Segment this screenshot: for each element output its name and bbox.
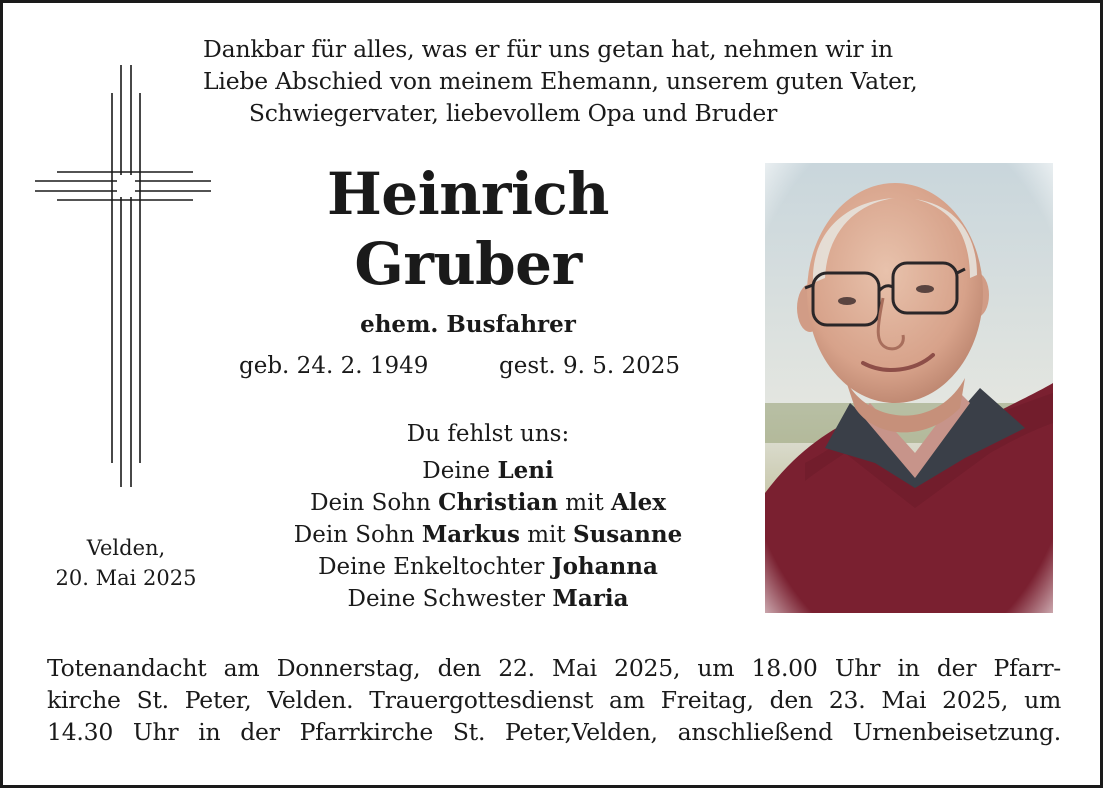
mourners-title: Du fehlst uns: <box>406 421 570 447</box>
place: Velden, <box>86 536 166 560</box>
connector: mit <box>557 490 611 516</box>
mourner-line <box>243 583 733 615</box>
mourner-name: Markus <box>421 521 520 548</box>
cross-icon <box>33 63 215 493</box>
mourner-line <box>243 455 733 487</box>
mourner-name: Susanne <box>572 521 683 548</box>
relation: Dein Sohn <box>293 522 422 548</box>
service-line: 14.30 Uhr in der Pfarrkirche St. Peter,Velden, anschließend Urnenbeisetzung. <box>47 718 1061 746</box>
intro-line: Liebe Abschied von meinem Ehemann, unserem guten Vater, <box>203 67 918 95</box>
mourner-line <box>243 519 733 551</box>
relation: Deine <box>422 458 498 484</box>
intro-line: Dankbar für alles, was er für uns getan hat, nehmen wir in <box>203 35 893 63</box>
portrait-photo <box>765 163 1053 613</box>
occupation: ehem. Busfahrer <box>360 311 576 338</box>
service-line: kirche St. Peter, Velden. Trauergottesdienst am Freitag, den 23. Mai 2025, um <box>47 686 1061 714</box>
mourner-name: Alex <box>611 489 666 516</box>
place-date <box>41 533 211 593</box>
mourner-name: Leni <box>497 457 554 484</box>
relation: Dein Sohn <box>310 490 439 516</box>
service-info <box>47 652 1061 748</box>
relation: Deine Enkeltochter <box>318 554 552 580</box>
mourner-line <box>243 487 733 519</box>
connector: mit <box>519 522 573 548</box>
mourner-line <box>243 551 733 583</box>
death-date: gest. 9. 5. 2025 <box>499 353 681 379</box>
date: 20. Mai 2025 <box>55 566 197 590</box>
mourner-name: Maria <box>552 585 629 612</box>
intro-text <box>203 33 918 129</box>
mourners-list <box>243 455 733 615</box>
mourner-name: Christian <box>438 489 558 516</box>
deceased-name <box>243 159 693 299</box>
mourner-name: Johanna <box>551 553 658 580</box>
first-name: Heinrich <box>327 160 609 228</box>
intro-line: Schwiegervater, liebevollem Opa und Bruder <box>248 99 778 127</box>
birth-date: geb. 24. 2. 1949 <box>239 353 429 379</box>
last-name: Gruber <box>354 230 582 298</box>
service-line: Totenandacht am Donnerstag, den 22. Mai 2025, um 18.00 Uhr in der Pfarr- <box>47 654 1061 682</box>
relation: Deine Schwester <box>347 586 553 612</box>
